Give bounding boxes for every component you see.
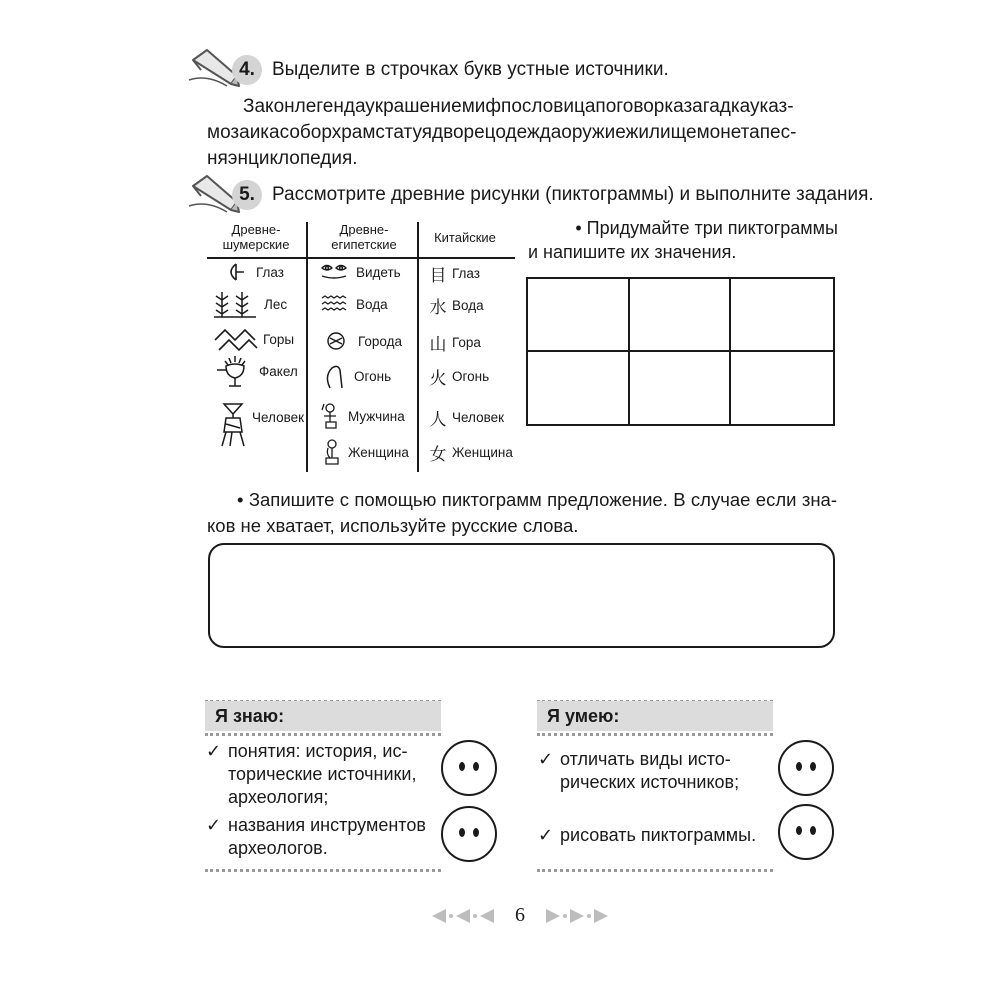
egyptian-woman: [322, 438, 409, 466]
page-number: 6: [515, 904, 525, 926]
egyptian-woman-icon: [322, 438, 344, 466]
item-line: понятия: история, ис-: [228, 741, 408, 761]
grid-cell[interactable]: [630, 279, 732, 352]
chinese-label: Вода: [452, 298, 484, 313]
sumerian-man: [218, 402, 304, 448]
egyptian-label: Вода: [356, 296, 388, 312]
sumerian-eye-icon: [222, 262, 252, 282]
egyptian-label: Видеть: [356, 264, 401, 280]
sumerian-mountains-icon: [213, 326, 259, 352]
chinese-label: Женщина: [452, 445, 513, 460]
egyptian-man: [320, 402, 405, 430]
bullet-line: • Запишите с помощью пиктограмм предложение. В случае если зна-: [237, 489, 837, 510]
dotted-rule: [537, 869, 773, 872]
grid-cell[interactable]: [731, 279, 833, 352]
grid-cell[interactable]: [528, 352, 630, 425]
grid-cell[interactable]: [630, 352, 732, 425]
check-icon: ✓: [206, 741, 222, 761]
egyptian-city-icon: [326, 331, 348, 351]
egyptian-water: [320, 294, 388, 314]
chinese-woman: [428, 440, 513, 465]
header-chinese: Китайские: [434, 230, 496, 245]
chinese-person: [428, 405, 504, 430]
sumerian-label: Лес: [264, 296, 288, 312]
item-line: рисовать пиктограммы.: [560, 825, 757, 845]
chinese-glyph: 人: [429, 410, 447, 430]
egyptian-cities: [326, 331, 402, 351]
item-line: археологов.: [228, 838, 328, 858]
sumerian-forest: [212, 290, 287, 318]
chinese-mountain: [428, 330, 481, 355]
chinese-water: [428, 293, 484, 318]
check-icon: ✓: [206, 815, 222, 835]
sumerian-eye: [222, 262, 284, 282]
check-icon: ✓: [538, 749, 554, 769]
chinese-glyph: 水: [429, 298, 447, 318]
egyptian-fire: [322, 362, 391, 390]
task-4-number-badge: 4.: [232, 55, 262, 85]
sumerian-torch: [215, 354, 298, 388]
footer-arrows-left-icon: [430, 908, 502, 924]
item-line: торические источники,: [228, 764, 417, 784]
egyptian-label: Огонь: [354, 368, 392, 384]
dotted-rule: [205, 733, 441, 736]
header-sumerian: Древне- шумерские: [222, 222, 290, 252]
bullet-line: • Придумайте три пиктограммы: [575, 218, 838, 238]
dotted-rule: [537, 733, 773, 736]
chinese-label: Гора: [452, 335, 481, 350]
sumerian-label: Глаз: [256, 264, 284, 280]
item-line: рических источников;: [560, 772, 740, 792]
task-5-bullet-2: [207, 487, 837, 539]
letter-line-3: няэнциклопедия.: [207, 148, 358, 169]
task-4-instruction: Выделите в строчках букв устные источники.: [272, 59, 669, 80]
task-5-bullet-1: [528, 216, 838, 264]
chinese-glyph: 火: [429, 369, 447, 389]
know-item-1: [208, 740, 438, 809]
egyptian-see: [320, 262, 401, 282]
header-egyptian: Древне- египетские: [331, 222, 397, 252]
can-header: Я умею:: [537, 701, 773, 731]
footer-arrows-right-icon: [538, 908, 610, 924]
grid-cell[interactable]: [528, 279, 630, 352]
task-5-instruction: Рассмотрите древние рисунки (пиктограммы) и выполните задания.: [272, 184, 874, 205]
task-5-number-badge: 5.: [232, 180, 262, 210]
letter-line-2: мозаикасоборхрамстатуядворецодеждаоружиежилищемонетапес-: [207, 122, 797, 143]
item-line: отличать виды исто-: [560, 749, 731, 769]
egyptian-see-icon: [320, 262, 352, 282]
sentence-answer-box[interactable]: [208, 543, 835, 648]
grid-cell[interactable]: [731, 352, 833, 425]
chinese-glyph: 目: [429, 266, 447, 286]
know-item-2: [208, 814, 438, 860]
sumerian-torch-icon: [215, 354, 255, 388]
chinese-label: Глаз: [452, 266, 480, 281]
bullet-line: и напишите их значения.: [528, 242, 737, 262]
egyptian-label: Женщина: [348, 444, 409, 460]
sumerian-man-icon: [218, 402, 248, 448]
chinese-glyph: 山: [429, 335, 447, 355]
chinese-glyph: 女: [429, 445, 447, 465]
smiley-face-icon[interactable]: [778, 804, 834, 860]
item-line: археология;: [228, 787, 329, 807]
table-divider: [306, 222, 308, 472]
smiley-face-icon[interactable]: [441, 740, 497, 796]
table-header-rule: [207, 257, 515, 259]
egyptian-water-icon: [320, 294, 352, 314]
table-divider: [417, 222, 419, 472]
smiley-face-icon[interactable]: [778, 740, 834, 796]
sumerian-forest-icon: [212, 290, 260, 318]
chinese-label: Человек: [452, 410, 505, 425]
pictogram-drawing-grid[interactable]: [526, 277, 835, 426]
chinese-label: Огонь: [452, 369, 490, 384]
sumerian-label: Человек: [252, 409, 305, 425]
item-line: названия инструментов: [228, 815, 426, 835]
sumerian-label: Горы: [263, 331, 295, 347]
sumerian-mountains: [213, 326, 294, 352]
check-icon: ✓: [538, 825, 554, 845]
letter-line-1: Законлегендаукрашениемифпословицапоговорказагадкауказ-: [243, 96, 794, 117]
egyptian-label: Города: [358, 333, 403, 349]
egyptian-label: Мужчина: [348, 408, 405, 424]
egyptian-man-icon: [320, 402, 344, 430]
chinese-eye: [428, 261, 480, 286]
sumerian-label: Факел: [259, 363, 298, 379]
dotted-rule: [205, 869, 441, 872]
egyptian-fire-icon: [322, 362, 350, 390]
know-header: Я знаю:: [205, 701, 441, 731]
task-4-letter-string: [207, 94, 837, 172]
can-item-2: [540, 824, 770, 847]
smiley-face-icon[interactable]: [441, 806, 497, 862]
chinese-fire: [428, 364, 489, 389]
bullet-line: ков не хватает, используйте русские слова.: [207, 515, 579, 536]
can-item-1: [540, 748, 770, 794]
